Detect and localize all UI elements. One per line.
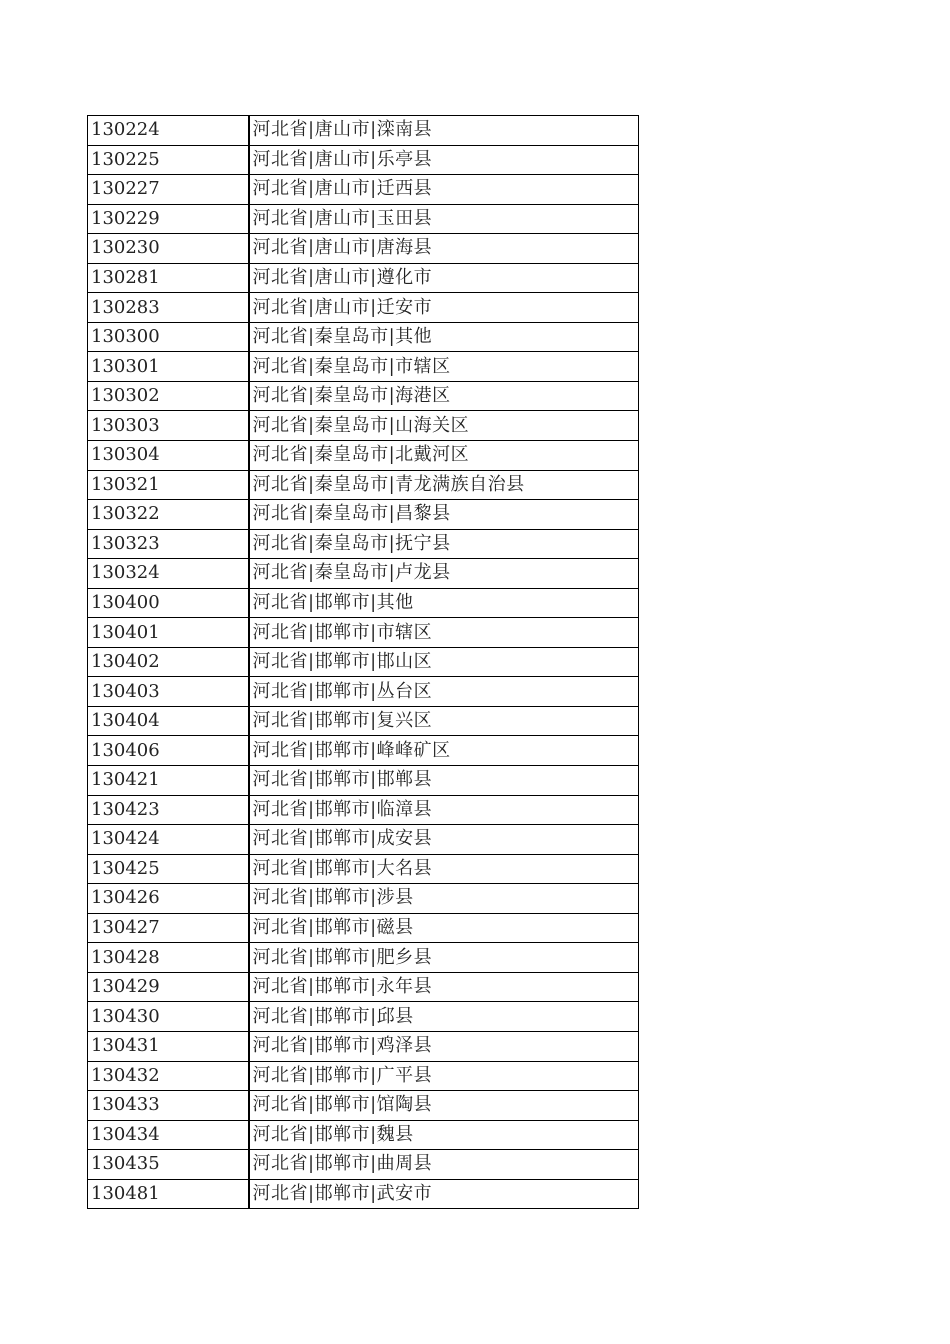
region-code-cell: 130404 (88, 706, 249, 736)
region-code-table (87, 115, 639, 1209)
table-row (88, 706, 639, 736)
region-code-cell: 130401 (88, 618, 249, 648)
table-row (88, 647, 639, 677)
region-code-cell: 130481 (88, 1179, 249, 1209)
region-name-cell: 河北省|唐山市|玉田县 (249, 204, 639, 234)
table-row (88, 943, 639, 973)
region-name-cell: 河北省|唐山市|滦南县 (249, 116, 639, 146)
table-row (88, 352, 639, 382)
table-row (88, 441, 639, 471)
region-name-cell: 河北省|邯郸市|魏县 (249, 1120, 639, 1150)
region-name-cell: 河北省|邯郸市|涉县 (249, 884, 639, 914)
region-code-cell: 130301 (88, 352, 249, 382)
table-row (88, 913, 639, 943)
region-code-cell: 130421 (88, 766, 249, 796)
table-row (88, 411, 639, 441)
table-row (88, 470, 639, 500)
region-code-cell: 130424 (88, 825, 249, 855)
table-row (88, 1179, 639, 1209)
region-name-cell: 河北省|秦皇岛市|市辖区 (249, 352, 639, 382)
region-name-cell: 河北省|邯郸市|永年县 (249, 972, 639, 1002)
region-name-cell: 河北省|邯郸市|市辖区 (249, 618, 639, 648)
region-code-cell: 130423 (88, 795, 249, 825)
region-name-cell: 河北省|秦皇岛市|其他 (249, 322, 639, 352)
region-name-cell: 河北省|邯郸市|大名县 (249, 854, 639, 884)
region-name-cell: 河北省|邯郸市|复兴区 (249, 706, 639, 736)
table-row (88, 854, 639, 884)
region-code-cell: 130322 (88, 500, 249, 530)
region-name-cell: 河北省|唐山市|唐海县 (249, 234, 639, 264)
region-code-cell: 130431 (88, 1031, 249, 1061)
region-code-cell: 130426 (88, 884, 249, 914)
table-row (88, 263, 639, 293)
region-name-cell: 河北省|邯郸市|广平县 (249, 1061, 639, 1091)
table-row (88, 500, 639, 530)
region-code-cell: 130425 (88, 854, 249, 884)
region-name-cell: 河北省|邯郸市|肥乡县 (249, 943, 639, 973)
table-row (88, 1061, 639, 1091)
region-code-cell: 130227 (88, 175, 249, 205)
table-row (88, 588, 639, 618)
region-code-cell: 130283 (88, 293, 249, 323)
region-code-cell: 130281 (88, 263, 249, 293)
region-name-cell: 河北省|唐山市|遵化市 (249, 263, 639, 293)
region-code-cell: 130406 (88, 736, 249, 766)
region-code-cell: 130427 (88, 913, 249, 943)
table-row (88, 1120, 639, 1150)
region-code-cell: 130435 (88, 1150, 249, 1180)
region-name-cell: 河北省|邯郸市|成安县 (249, 825, 639, 855)
region-code-cell: 130300 (88, 322, 249, 352)
region-code-cell: 130229 (88, 204, 249, 234)
region-name-cell: 河北省|邯郸市|峰峰矿区 (249, 736, 639, 766)
region-name-cell: 河北省|邯郸市|邯山区 (249, 647, 639, 677)
region-code-cell: 130324 (88, 559, 249, 589)
table-body (88, 116, 639, 1209)
table-row (88, 559, 639, 589)
table-row (88, 677, 639, 707)
table-row (88, 972, 639, 1002)
table-row (88, 116, 639, 146)
region-name-cell: 河北省|邯郸市|曲周县 (249, 1150, 639, 1180)
table-row (88, 884, 639, 914)
region-code-cell: 130432 (88, 1061, 249, 1091)
region-name-cell: 河北省|邯郸市|磁县 (249, 913, 639, 943)
region-name-cell: 河北省|秦皇岛市|青龙满族自治县 (249, 470, 639, 500)
table-row (88, 293, 639, 323)
table-row (88, 766, 639, 796)
region-code-cell: 130303 (88, 411, 249, 441)
region-code-cell: 130321 (88, 470, 249, 500)
region-name-cell: 河北省|秦皇岛市|山海关区 (249, 411, 639, 441)
region-name-cell: 河北省|邯郸市|馆陶县 (249, 1091, 639, 1121)
region-name-cell: 河北省|邯郸市|其他 (249, 588, 639, 618)
table-row (88, 204, 639, 234)
region-code-cell: 130304 (88, 441, 249, 471)
region-name-cell: 河北省|唐山市|迁西县 (249, 175, 639, 205)
region-code-cell: 130428 (88, 943, 249, 973)
table-row (88, 381, 639, 411)
region-name-cell: 河北省|唐山市|迁安市 (249, 293, 639, 323)
region-name-cell: 河北省|邯郸市|邱县 (249, 1002, 639, 1032)
table-row (88, 825, 639, 855)
region-code-cell: 130400 (88, 588, 249, 618)
table-row (88, 322, 639, 352)
region-name-cell: 河北省|邯郸市|邯郸县 (249, 766, 639, 796)
table-row (88, 1002, 639, 1032)
region-name-cell: 河北省|秦皇岛市|海港区 (249, 381, 639, 411)
region-name-cell: 河北省|秦皇岛市|昌黎县 (249, 500, 639, 530)
region-code-cell: 130430 (88, 1002, 249, 1032)
region-code-cell: 130323 (88, 529, 249, 559)
table-row (88, 175, 639, 205)
table-row (88, 145, 639, 175)
region-name-cell: 河北省|邯郸市|武安市 (249, 1179, 639, 1209)
region-code-cell: 130224 (88, 116, 249, 146)
region-name-cell: 河北省|唐山市|乐亭县 (249, 145, 639, 175)
region-name-cell: 河北省|邯郸市|临漳县 (249, 795, 639, 825)
region-name-cell: 河北省|邯郸市|丛台区 (249, 677, 639, 707)
table-row (88, 1150, 639, 1180)
region-name-cell: 河北省|秦皇岛市|卢龙县 (249, 559, 639, 589)
table-row (88, 1031, 639, 1061)
region-code-cell: 130230 (88, 234, 249, 264)
table-row (88, 795, 639, 825)
table-row (88, 234, 639, 264)
region-name-cell: 河北省|秦皇岛市|抚宁县 (249, 529, 639, 559)
table-row (88, 529, 639, 559)
region-code-cell: 130429 (88, 972, 249, 1002)
table-row (88, 736, 639, 766)
region-code-cell: 130403 (88, 677, 249, 707)
region-code-cell: 130302 (88, 381, 249, 411)
table-row (88, 618, 639, 648)
region-code-cell: 130433 (88, 1091, 249, 1121)
region-code-cell: 130402 (88, 647, 249, 677)
table-row (88, 1091, 639, 1121)
region-name-cell: 河北省|邯郸市|鸡泽县 (249, 1031, 639, 1061)
region-code-cell: 130225 (88, 145, 249, 175)
region-code-cell: 130434 (88, 1120, 249, 1150)
region-name-cell: 河北省|秦皇岛市|北戴河区 (249, 441, 639, 471)
